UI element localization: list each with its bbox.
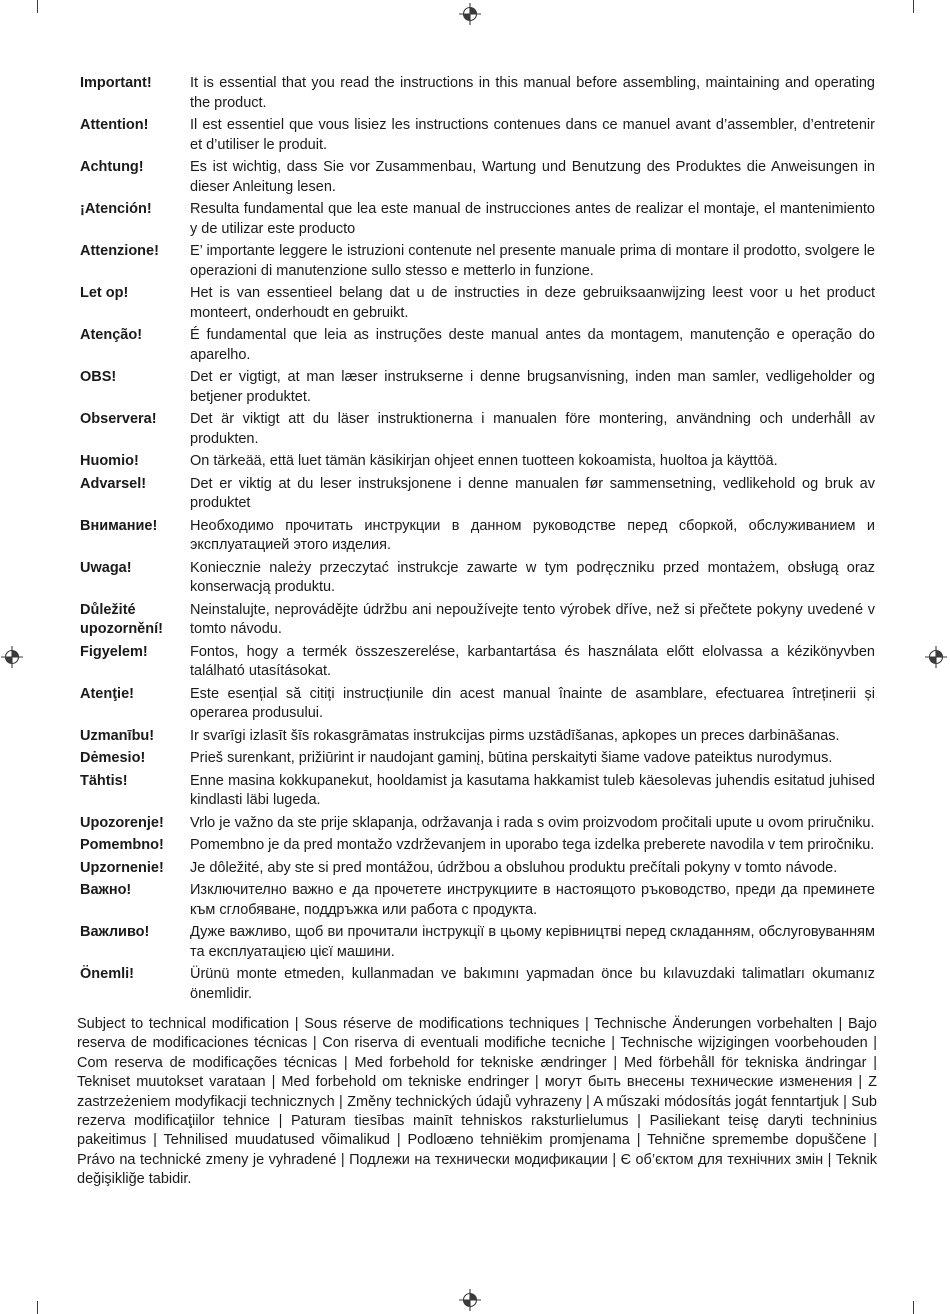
warning-text: Ürünü monte etmeden, kullanmadan ve bakımını yapmadan önce bu kılavuzdaki talimatları okumanız önemlidir. <box>190 966 875 1002</box>
warning-text: It is essential that you read the instructions in this manual before assembling, maintaining and operating the product. <box>190 75 875 111</box>
registration-mark-left <box>1 646 23 668</box>
registration-mark-top <box>459 3 481 25</box>
warning-text: Det er vigtigt, at man læser instrukserne i denne brugsanvisning, inden man samler, vedligeholder og betjener produktet. <box>190 369 875 405</box>
warning-label: ¡Atención! <box>80 201 152 217</box>
warning-label: Важливо! <box>80 924 150 940</box>
registration-crosshair-icon <box>925 646 947 668</box>
warning-label: Önemli! <box>80 966 134 982</box>
warning-text: Fontos, hogy a termék összeszerelése, karbantartása és használata előtt elolvassa a kézikönyvben található utasításokat. <box>190 643 875 679</box>
warning-row <box>80 326 875 365</box>
warning-row <box>80 859 875 879</box>
registration-mark-right <box>925 646 947 668</box>
warnings-list <box>80 74 875 1004</box>
warning-label: Atenção! <box>80 327 143 343</box>
warning-text: Koniecznie należy przeczytać instrukcje zawarte w tym podręczniku przed montażem, obsługą oraz konserwacją produktu. <box>190 559 875 595</box>
warning-text: Resulta fundamental que lea este manual de instrucciones antes de realizar el montaje, el mantenimiento y de utilizar este producto <box>190 201 875 237</box>
warning-label: Atenţie! <box>80 685 134 702</box>
warning-row <box>80 410 875 449</box>
warning-text: Det er viktig at du leser instruksjonene i denne manualen før sammensetning, vedlikehold og bruk av produktet <box>190 475 875 511</box>
registration-crosshair-icon <box>459 3 481 25</box>
warning-text: Enne masina kokkupanekut, hooldamist ja kasutama hakkamist tuleb käesolevas juhendis esitatud juhised kindlasti läbi lugeda. <box>190 772 875 808</box>
warning-row <box>80 242 875 281</box>
warning-label: Dėmesio! <box>80 750 146 766</box>
warning-row <box>80 452 875 472</box>
warning-row <box>80 517 875 556</box>
warning-row <box>80 772 875 811</box>
warning-row <box>80 814 875 834</box>
warning-text: É fundamental que leia as instruções deste manual antes da montagem, manutenção e operação do aparelho. <box>190 327 875 363</box>
warning-row <box>80 923 875 962</box>
registration-crosshair-icon <box>1 646 23 668</box>
crop-mark-bottom-left <box>37 1301 38 1314</box>
technical-modification-note: Subject to technical modification | Sous réserve de modifications techniques | Technische Änderungen vorbehalten | Bajo reserva de modificaciones técnicas | Con riserva di eventuali modifiche tecniche | Technische wijzigingen voorbehouden | Com reserva de modificações técnicas | Med forbehold for tekniske ændringer | Med förbehåll för tekniska ändringar | Tekniset muutokset varataan | Med forbehold om tekniske endringer | могут быть внесены технические изменения | Z zastrzeżeniem modyfikacji technicznych | Změny technických údajů vyhrazeny | A műszaki módosítás jogát fenntartjuk | Sub rezerva modificaţiilor tehnice | Paturam tiesības mainīt tehniskos raksturlielumus | Pasiliekant teisę daryti techninius pakeitimus | Tehnilised muudatused võimalikud | Podloæno tehniëkim promjenama | Tehnične spremembe dopuščene | Právo na technické zmeny je vyhradené | Подлежи на технически модификации | Є об’єктом для технічних змін | Teknik değişikliğe tabidir. <box>77 1016 877 1188</box>
warning-label: Attention! <box>80 117 149 133</box>
warning-label: Tähtis! <box>80 772 128 789</box>
warning-label: Внимание! <box>80 517 158 534</box>
warning-label: Important! <box>80 75 152 91</box>
warning-row <box>80 965 875 1004</box>
warning-label: OBS! <box>80 369 117 385</box>
crop-mark-bottom-right <box>913 1301 914 1314</box>
registration-crosshair-icon <box>459 1289 481 1311</box>
warning-text: Il est essentiel que vous lisiez les instructions contenues dans ce manuel avant d’assembler, d’entretenir et d’utiliser le produit. <box>190 117 875 153</box>
warning-text: Het is van essentieel belang dat u de instructies in deze gebruiksaanwijzing leest voor u het product monteert, onderhoudt en gebruikt. <box>190 285 875 321</box>
warning-label: Důležité upozornění! <box>80 601 163 637</box>
warning-row <box>80 158 875 197</box>
crop-mark-top-left <box>37 0 38 13</box>
crop-mark-top-right <box>913 0 914 13</box>
page-content <box>77 74 877 1190</box>
warning-text: E’ importante leggere le istruzioni contenute nel presente manuale prima di montare il prodotto, svolgere le operazioni di manutenzione sullo stesso e metterlo in funzione. <box>190 243 875 279</box>
warning-text: Es ist wichtig, dass Sie vor Zusammenbau, Wartung und Benutzung des Produktes die Anweisungen in dieser Anleitung lesen. <box>190 159 875 195</box>
warning-row <box>80 601 875 640</box>
warning-row <box>80 74 875 113</box>
warning-row <box>80 643 875 682</box>
warning-text: Изключително важно е да прочетете инструкциите в настоящото ръководство, преди да преминете към сглобяване, поддръжка или работа с продукта. <box>190 882 875 918</box>
warning-label: Uwaga! <box>80 559 132 576</box>
warning-row <box>80 685 875 724</box>
warning-label: Upzornenie! <box>80 859 164 876</box>
registration-mark-bottom <box>459 1289 481 1311</box>
warning-row <box>80 727 875 747</box>
warning-text: Este esențial să citiți instrucțiunile din acest manual înainte de asamblare, efectuarea întreținerii și operarea produsului. <box>190 685 875 721</box>
warning-label: Важно! <box>80 882 132 898</box>
warning-label: Figyelem! <box>80 643 148 660</box>
warning-label: Let op! <box>80 285 129 301</box>
warning-row <box>80 559 875 598</box>
warning-row <box>80 368 875 407</box>
warning-label: Observera! <box>80 411 157 427</box>
warning-label: Pomembno! <box>80 837 164 853</box>
warning-text: Det är viktigt att du läser instruktionerna i manualen före montering, användning och underhåll av produkten. <box>190 411 875 447</box>
warning-label: Huomio! <box>80 453 139 469</box>
warning-row <box>80 881 875 920</box>
warning-label: Advarsel! <box>80 475 147 492</box>
warning-text: Ir svarīgi izlasīt šīs rokasgrāmatas instrukcijas pirms uzstādīšanas, apkopes un preces darbināšanas. <box>190 727 840 744</box>
warning-row <box>80 475 875 514</box>
warning-label: Attenzione! <box>80 243 159 259</box>
warning-text: Je dôležité, aby ste si pred montážou, údržbou a obsluhou produktu prečítali pokyny v tomto návode. <box>190 859 838 876</box>
warning-text: Необходимо прочитать инструкции в данном руководстве перед сборкой, обслуживанием и эксплуатацией этого изделия. <box>190 517 875 553</box>
warning-text: Pomembno je da pred montažo vzdrževanjem in uporabo tega izdelka preberete navodila v tem priročniku. <box>190 837 875 853</box>
warning-row <box>80 749 875 769</box>
warning-text: On tärkeää, että luet tämän käsikirjan ohjeet ennen tuotteen kokoamista, huoltoa ja käyttöä. <box>190 453 778 469</box>
warning-row <box>80 200 875 239</box>
warning-label: Achtung! <box>80 159 144 175</box>
warning-label: Uzmanību! <box>80 727 155 744</box>
warning-text: Vrlo je važno da ste prije sklapanja, održavanja i rada s ovim proizvodom pročitali upute u ovom priručniku. <box>190 814 875 831</box>
warning-row <box>80 836 875 856</box>
warning-text: Prieš surenkant, prižiūrint ir naudojant gaminį, būtina perskaityti šiame vadove pateiktus nurodymus. <box>190 750 833 766</box>
warning-text: Дуже важливо, щоб ви прочитали інструкції в цьому керівництві перед складанням, обслуговуванням та експлуатацією цієї машини. <box>190 924 875 960</box>
warning-row <box>80 284 875 323</box>
warning-row <box>80 116 875 155</box>
warning-label: Upozorenje! <box>80 814 164 831</box>
warning-text: Neinstalujte, neprovádějte údržbu ani nepoužívejte tento výrobek dříve, než si přečtete pokyny uvedené v tomto návodu. <box>190 601 875 637</box>
